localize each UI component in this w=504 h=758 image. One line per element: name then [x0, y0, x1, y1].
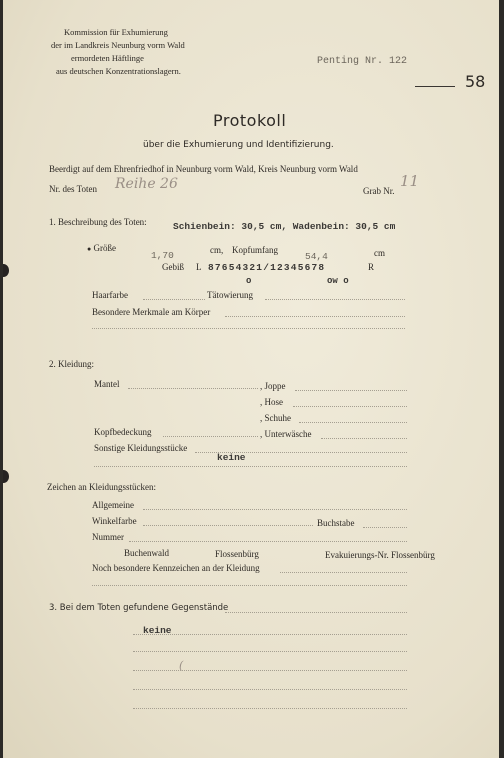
tattoo-line [265, 299, 405, 300]
page-subtitle: über die Exhumierung und Identifizierung. [143, 140, 334, 150]
grave-number-label: Grab Nr. [363, 186, 395, 196]
body-marks-line-2 [92, 328, 405, 329]
page-title: Protokoll [213, 111, 287, 130]
head-circumference-label: Kopfumfang [232, 245, 278, 255]
pants-label: , Hose [260, 397, 283, 407]
dead-number-value: Reihe 26 [115, 176, 178, 192]
underwear-line [321, 438, 407, 439]
triangle-color-label: Winkelfarbe [92, 516, 137, 526]
evacuation-number-label: Evakuierungs-Nr. Flossenbürg [325, 550, 435, 560]
pants-line [293, 406, 407, 407]
teeth-label: Gebiß [162, 262, 184, 272]
teeth-marks-right: ow o [327, 276, 349, 286]
burial-place: Beerdigt auf dem Ehrenfriedhof in Neunburg vorm Wald, Kreis Neunburg vorm Wald [49, 164, 358, 174]
shoes-label: , Schuhe [260, 413, 291, 423]
jacket-label: , Joppe [260, 381, 286, 391]
section-2-heading: 2. Kleidung: [49, 359, 94, 369]
punch-hole-upper [3, 264, 9, 277]
hair-color-label: Haarfarbe [92, 290, 128, 300]
items-line-5 [133, 689, 407, 690]
jacket-line [295, 390, 407, 391]
head-circumference-value: 54,4 [305, 251, 328, 262]
number-label: Nummer [92, 532, 124, 542]
headwear-label: Kopfbedeckung [94, 427, 152, 437]
coat-line [128, 388, 258, 389]
flossenburg-label: Flossenbürg [215, 549, 259, 559]
typed-bone-lengths: Schienbein: 30,5 cm, Wadenbein: 30,5 cm [173, 221, 396, 232]
page-number: 58 [465, 72, 486, 91]
number-line [129, 541, 407, 542]
page-number-dash [415, 86, 455, 87]
dead-number-label: Nr. des Toten [49, 184, 97, 194]
teeth-chart: 87654321/12345678 [208, 262, 326, 273]
tattoo-label: Tätowierung [207, 290, 253, 300]
general-marks-label: Allgemeine [92, 500, 134, 510]
items-line-2 [133, 634, 407, 635]
extra-marks-label: Noch besondere Kennzeichen an der Kleidung [92, 563, 260, 573]
coat-label: Mantel [94, 379, 120, 389]
other-clothing-label: Sonstige Kleidungsstücke [94, 443, 188, 453]
underwear-label: , Unterwäsche [260, 429, 312, 439]
letter-label: Buchstabe [317, 518, 355, 528]
protocol-sheet [3, 0, 499, 758]
punch-hole-lower [3, 470, 9, 483]
extra-marks-line [280, 572, 407, 573]
teeth-right-marker: R [368, 262, 375, 272]
items-line-6 [133, 708, 407, 709]
teeth-left-marker: L [196, 262, 202, 272]
body-marks-line [225, 316, 405, 317]
items-line-4 [133, 670, 407, 671]
commission-line-3: ermordeten Häftlinge [71, 53, 144, 63]
head-circumference-unit: cm [374, 248, 385, 258]
extra-marks-line-2 [92, 585, 407, 586]
size-unit: cm, [210, 245, 224, 255]
hair-color-line [143, 299, 205, 300]
section-1-heading: 1. Beschreibung des Toten: [49, 217, 147, 227]
section-3-heading: 3. Bei dem Toten gefundene Gegenstände [49, 603, 229, 613]
letter-line [363, 527, 407, 528]
size-label-text: Größe [93, 243, 116, 253]
headwear-line [163, 436, 258, 437]
body-marks-label: Besondere Merkmale am Körper [92, 307, 211, 317]
commission-line-1: Kommission für Exhumierung [64, 27, 168, 37]
size-value: 1,70 [151, 250, 174, 261]
grave-number-value: 11 [400, 172, 420, 190]
teeth-marks-left: o [246, 276, 252, 286]
size-label: ● Größe [87, 243, 116, 253]
commission-line-2: der im Landkreis Neunburg vorm Wald [51, 40, 185, 50]
pencil-mark: ( [179, 659, 184, 672]
buchenwald-label: Buchenwald [124, 548, 169, 558]
commission-line-4: aus deutschen Konzentrationslagern. [56, 66, 181, 76]
items-value: keine [143, 625, 172, 636]
shoes-line [299, 422, 407, 423]
triangle-color-line [143, 525, 313, 526]
other-clothing-value: keine [217, 452, 246, 463]
other-clothing-line-2 [94, 466, 407, 467]
items-line-3 [133, 651, 407, 652]
clothing-marks-heading: Zeichen an Kleidungsstücken: [47, 482, 156, 492]
other-clothing-line [195, 452, 407, 453]
items-line-1 [225, 612, 407, 613]
penting-reference: Penting Nr. 122 [317, 56, 408, 67]
general-marks-line [143, 509, 407, 510]
